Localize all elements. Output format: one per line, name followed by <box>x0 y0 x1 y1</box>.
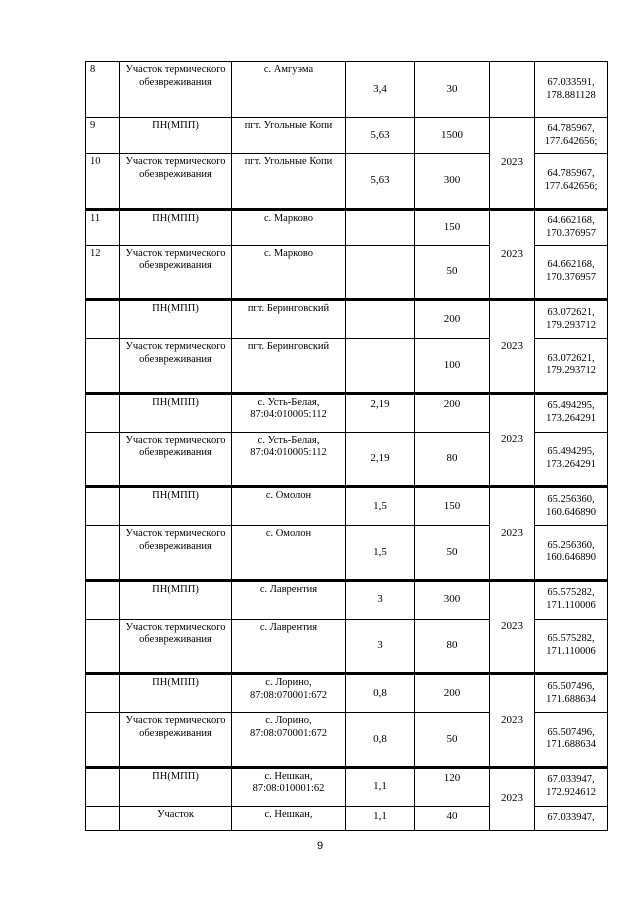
facility-area: 3,4 <box>346 62 415 118</box>
facility-coordinates: 65.494295, 173.264291 <box>535 394 608 432</box>
facility-coordinates: 67.033947, <box>535 806 608 830</box>
facility-capacity: 300 <box>415 581 490 619</box>
facility-capacity: 50 <box>415 526 490 580</box>
facility-coordinates: 64.785967, 177.642656; <box>535 154 608 209</box>
row-number <box>86 488 120 526</box>
facility-capacity: 120 <box>415 768 490 806</box>
facility-type: ПН(МПП) <box>120 675 232 713</box>
commission-year: 2023 <box>490 488 535 580</box>
facility-type: ПН(МПП) <box>120 118 232 154</box>
facility-area: 0,8 <box>346 713 415 767</box>
facility-coordinates: 65.256360, 160.646890 <box>535 526 608 580</box>
facility-area <box>346 210 415 245</box>
facility-capacity: 150 <box>415 488 490 526</box>
facility-location: с. Лаврентия <box>232 581 346 619</box>
facility-type: Участок термического обезвреживания <box>120 62 232 118</box>
table-row <box>86 301 608 339</box>
facility-coordinates: 63.072621, 179.293712 <box>535 339 608 393</box>
facility-type: Участок термического обезвреживания <box>120 245 232 299</box>
facility-type: ПН(МПП) <box>120 581 232 619</box>
table-row <box>86 768 608 806</box>
row-number: 12 <box>86 245 120 299</box>
facility-coordinates: 65.507496, 171.688634 <box>535 675 608 713</box>
table-row <box>86 210 608 245</box>
commission-year <box>490 62 535 118</box>
facility-coordinates: 63.072621, 179.293712 <box>535 301 608 339</box>
table-row <box>86 62 608 118</box>
facility-capacity: 150 <box>415 210 490 245</box>
facility-coordinates: 64.662168, 170.376957 <box>535 245 608 299</box>
facility-capacity: 200 <box>415 394 490 432</box>
facility-type: ПН(МПП) <box>120 768 232 806</box>
facility-location: с. Омолон <box>232 488 346 526</box>
row-number: 10 <box>86 154 120 209</box>
facility-location: с. Амгуэма <box>232 62 346 118</box>
facility-area <box>346 245 415 299</box>
row-number: 11 <box>86 210 120 245</box>
facility-area: 1,1 <box>346 768 415 806</box>
facility-location: с. Усть-Белая, 87:04:010005:112 <box>232 394 346 432</box>
facility-area: 3 <box>346 619 415 673</box>
facility-type: Участок термического обезвреживания <box>120 619 232 673</box>
facility-type: ПН(МПП) <box>120 210 232 245</box>
facility-capacity: 1500 <box>415 118 490 154</box>
facility-location: пгт. Беринговский <box>232 339 346 393</box>
facility-capacity: 50 <box>415 713 490 767</box>
facility-type: Участок термического обезвреживания <box>120 713 232 767</box>
facility-location: пгт. Угольные Копи <box>232 118 346 154</box>
facility-location: с. Лаврентия <box>232 619 346 673</box>
facility-capacity: 80 <box>415 432 490 486</box>
facility-type: Участок термического обезвреживания <box>120 526 232 580</box>
page-number: 9 <box>316 840 324 852</box>
facility-capacity: 200 <box>415 675 490 713</box>
row-number <box>86 526 120 580</box>
commission-year: 2023 <box>490 675 535 767</box>
facility-location: с. Нешкан, <box>232 806 346 830</box>
facility-capacity: 40 <box>415 806 490 830</box>
facility-capacity: 50 <box>415 245 490 299</box>
row-number <box>86 432 120 486</box>
facility-location: с. Омолон <box>232 526 346 580</box>
facility-coordinates: 65.575282, 171.110006 <box>535 581 608 619</box>
commission-year: 2023 <box>490 210 535 299</box>
facility-type: ПН(МПП) <box>120 301 232 339</box>
commission-year: 2023 <box>490 301 535 393</box>
facility-type: Участок термического обезвреживания <box>120 154 232 209</box>
facility-area: 1,1 <box>346 806 415 830</box>
facility-capacity: 200 <box>415 301 490 339</box>
facility-location: с. Марково <box>232 210 346 245</box>
table-row <box>86 581 608 619</box>
commission-year: 2023 <box>490 118 535 209</box>
facility-area: 2,19 <box>346 432 415 486</box>
commission-year: 2023 <box>490 394 535 486</box>
facility-capacity: 100 <box>415 339 490 393</box>
facility-area: 3 <box>346 581 415 619</box>
facility-location: с. Усть-Белая, 87:04:010005:112 <box>232 432 346 486</box>
facility-area <box>346 301 415 339</box>
facility-coordinates: 64.785967, 177.642656; <box>535 118 608 154</box>
facility-area: 1,5 <box>346 526 415 580</box>
facility-coordinates: 64.662168, 170.376957 <box>535 210 608 245</box>
facility-coordinates: 67.033591, 178.881128 <box>535 62 608 118</box>
facility-type: Участок <box>120 806 232 830</box>
facility-coordinates: 65.575282, 171.110006 <box>535 619 608 673</box>
facility-coordinates: 67.033947, 172.924612 <box>535 768 608 806</box>
table-row <box>86 488 608 526</box>
facilities-table <box>85 61 608 831</box>
table-row <box>86 675 608 713</box>
facility-capacity: 300 <box>415 154 490 209</box>
facility-location: с. Лорино, 87:08:070001:672 <box>232 713 346 767</box>
row-number <box>86 301 120 339</box>
row-number <box>86 806 120 830</box>
facility-area: 2,19 <box>346 394 415 432</box>
table-row <box>86 394 608 432</box>
facility-location: пгт. Беринговский <box>232 301 346 339</box>
row-number: 8 <box>86 62 120 118</box>
row-number <box>86 581 120 619</box>
row-number <box>86 713 120 767</box>
facility-location: с. Марково <box>232 245 346 299</box>
facility-area: 0,8 <box>346 675 415 713</box>
facility-type: ПН(МПП) <box>120 394 232 432</box>
row-number <box>86 619 120 673</box>
facility-location: с. Лорино, 87:08:070001:672 <box>232 675 346 713</box>
facility-area: 5,63 <box>346 118 415 154</box>
facility-type: Участок термического обезвреживания <box>120 339 232 393</box>
commission-year: 2023 <box>490 581 535 673</box>
facility-coordinates: 65.256360, 160.646890 <box>535 488 608 526</box>
facility-area: 5,63 <box>346 154 415 209</box>
row-number: 9 <box>86 118 120 154</box>
facility-coordinates: 65.494295, 173.264291 <box>535 432 608 486</box>
facility-capacity: 80 <box>415 619 490 673</box>
commission-year: 2023 <box>490 768 535 830</box>
table-row <box>86 118 608 154</box>
row-number <box>86 339 120 393</box>
facility-type: ПН(МПП) <box>120 488 232 526</box>
row-number <box>86 675 120 713</box>
facility-area: 1,5 <box>346 488 415 526</box>
facility-location: с. Нешкан, 87:08:010001:62 <box>232 768 346 806</box>
row-number <box>86 394 120 432</box>
facility-type: Участок термического обезвреживания <box>120 432 232 486</box>
row-number <box>86 768 120 806</box>
facility-capacity: 30 <box>415 62 490 118</box>
facility-coordinates: 65.507496, 171.688634 <box>535 713 608 767</box>
facility-location: пгт. Угольные Копи <box>232 154 346 209</box>
facility-area <box>346 339 415 393</box>
